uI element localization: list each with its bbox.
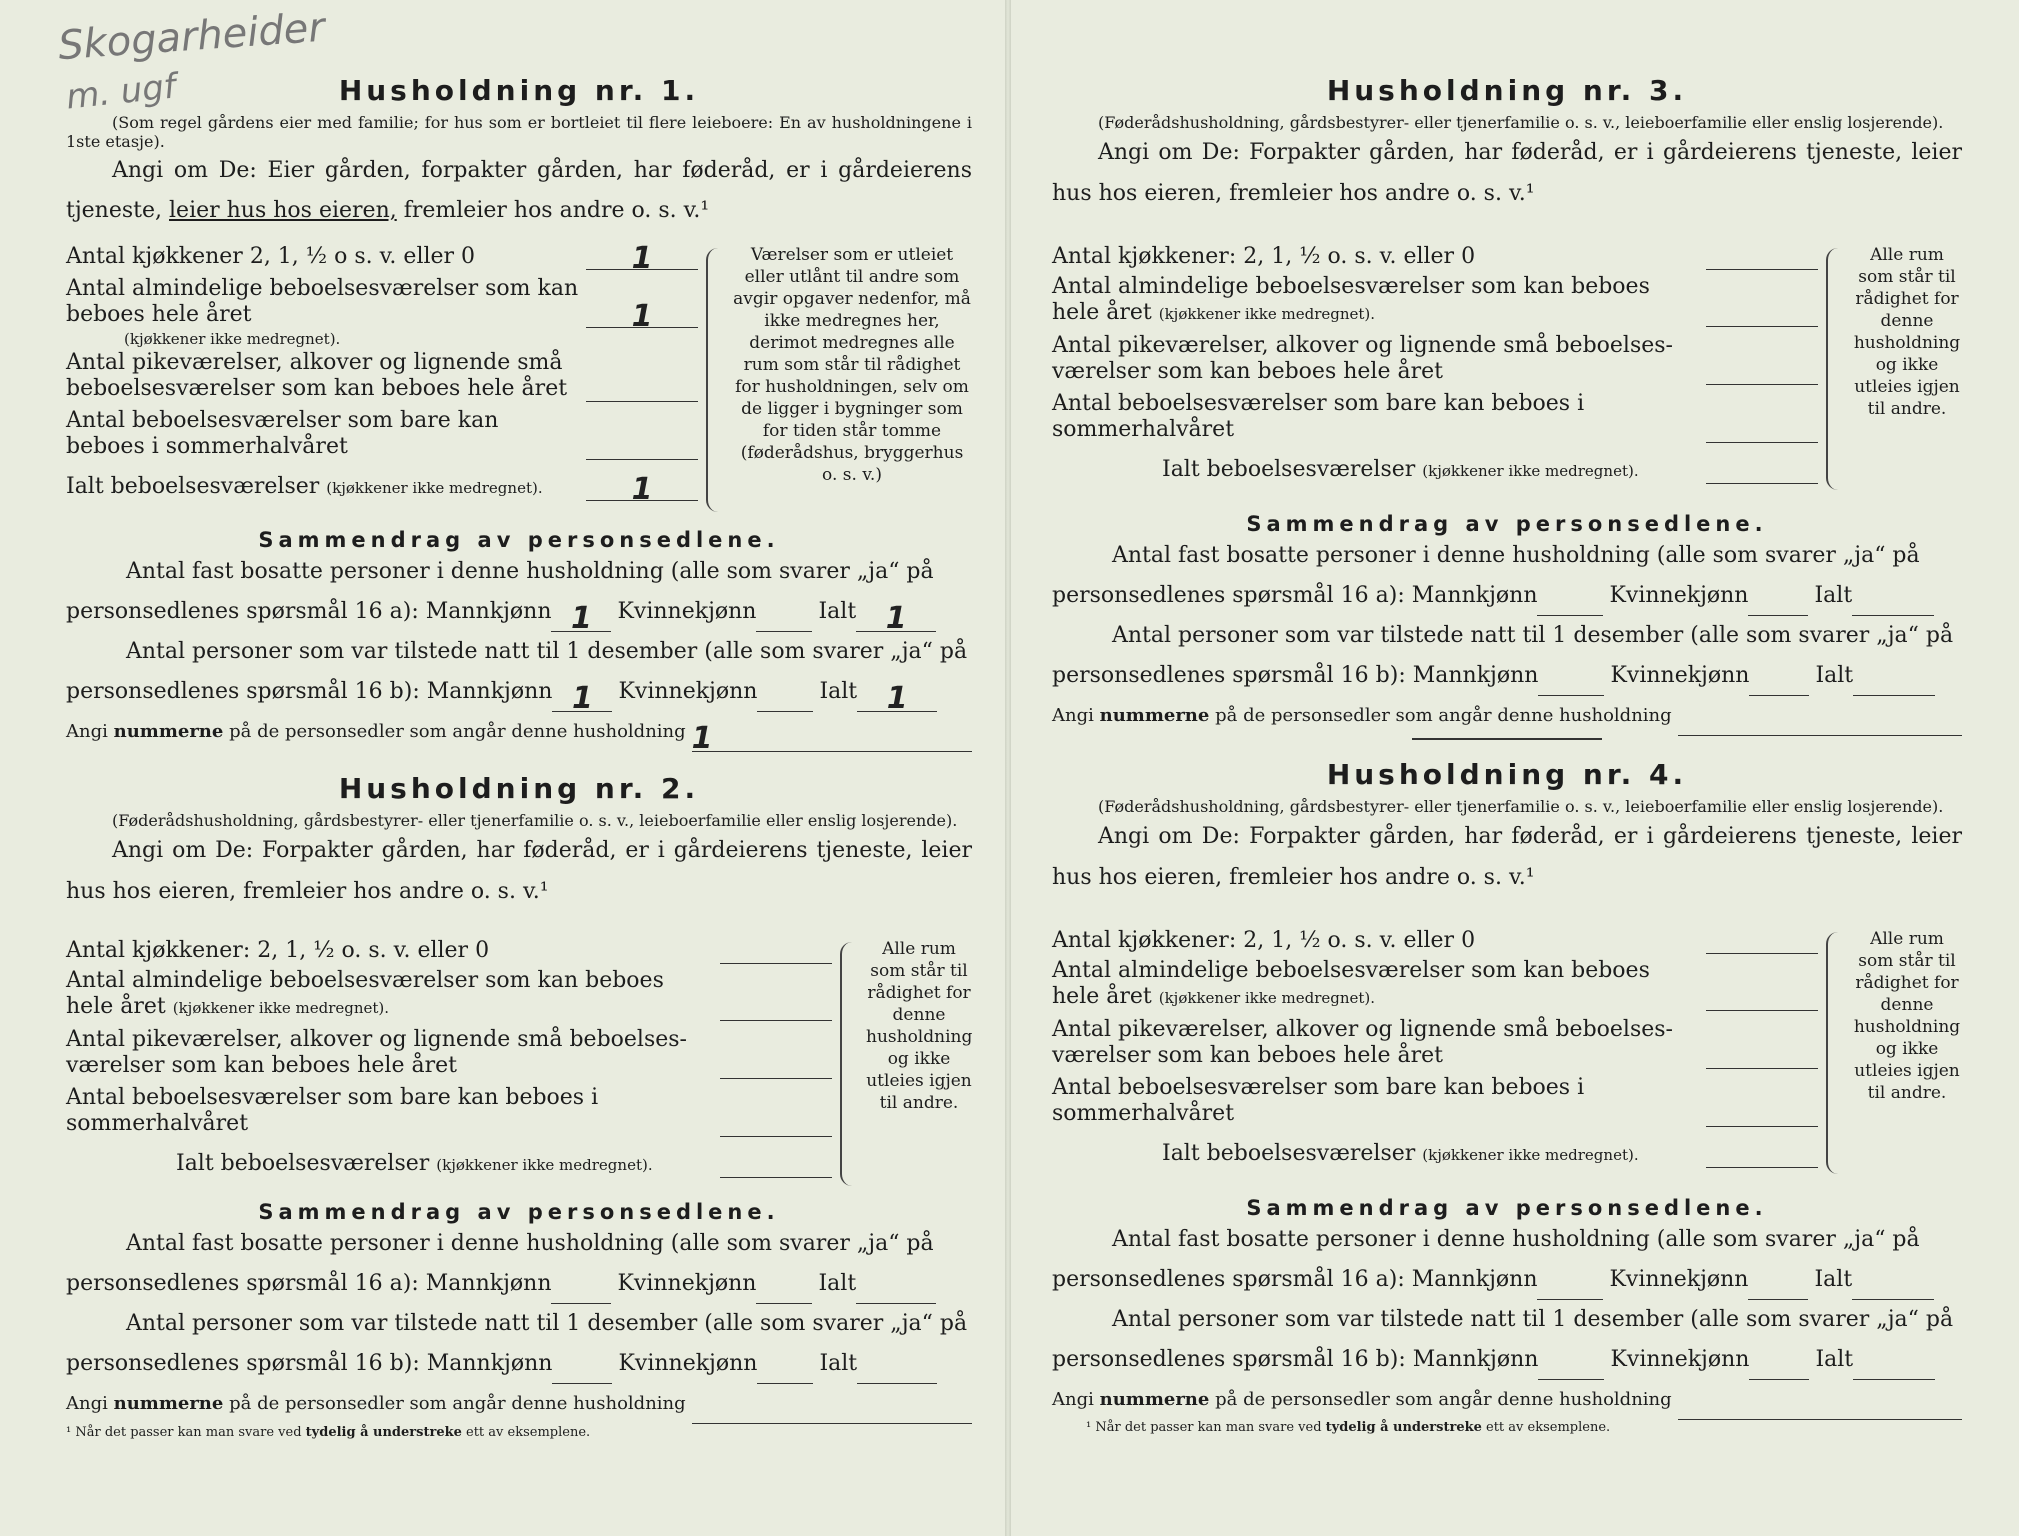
household-3-rooms-list xyxy=(1052,244,1818,494)
h1-kitchens-answer[interactable]: 1 xyxy=(586,245,698,270)
household-4-title: Husholdning nr. 4. xyxy=(1326,758,1688,791)
h4-kitchens-answer[interactable] xyxy=(1706,929,1818,954)
h1-kitchen-excl: (kjøkkener ikke medregnet). xyxy=(124,330,341,348)
h3-summer-rooms-answer[interactable] xyxy=(1706,418,1818,443)
section-divider xyxy=(1412,738,1602,740)
left-page xyxy=(66,0,972,1536)
household-3-section xyxy=(1052,74,1962,214)
h3-side-note: Alle rum som står til rådighet for denne husholdning og ikke utleies igjen til andre. xyxy=(1853,245,1961,419)
h3-numbers-row: Angi nummerne på de personsedler som angår denne husholdning xyxy=(1052,696,1962,736)
h2-perm-female[interactable] xyxy=(756,1277,812,1304)
h2-perm-row: personsedlenes spørsmål 16 a): Mannkjønn Kvinnekjønn Ialt xyxy=(66,1264,972,1304)
household-2-section xyxy=(66,772,972,912)
household-3-title: Husholdning nr. 3. xyxy=(1326,74,1688,107)
h4-perm-female[interactable] xyxy=(1748,1273,1808,1300)
household-4-note: (Føderådshusholdning, gårdsbestyrer- eller tjenerfamilie o. s. v., leieboerfamilie eller enslig losjerende). xyxy=(1098,797,1944,816)
h4-maid-rooms-answer[interactable] xyxy=(1706,1044,1818,1069)
h4-present-female[interactable] xyxy=(1749,1353,1809,1380)
h1-maid-rooms-row: Antal pikeværelser, alkover og lignende små beboelsesværelser som kan beboes hele året xyxy=(66,350,698,402)
household-4-rooms-table xyxy=(1052,928,1962,1178)
h1-total-rooms-answer[interactable]: 1 xyxy=(586,476,698,501)
h1-numbers-row: Angi nummerne på de personsedler som angår denne husholdning 1 xyxy=(66,712,972,752)
h1-perm-row: personsedlenes spørsmål 16 a): Mannkjønn 1 Kvinnekjønn Ialt 1 xyxy=(66,592,972,632)
left-footnote: ¹ Når det passer kan man svare ved tydelig å understreke ett av eksemplene. xyxy=(66,1425,591,1440)
h1-present-text: Antal personer som var tilstede natt til 1 desember (alle som svarer „ja“ på xyxy=(126,639,968,664)
h1-present-male[interactable]: 1 xyxy=(552,685,612,712)
h1-present-total[interactable]: 1 xyxy=(857,685,937,712)
h3-total-rooms-row: Ialt beboelsesværelser (kjøkkener ikke medregnet). xyxy=(1052,457,1818,484)
h4-numbers-row: Angi nummerne på de personsedler som angår denne husholdning xyxy=(1052,1380,1962,1420)
household-1-note: (Som regel gårdens eier med familie; for hus som er bortleiet til flere leieboere: En av husholdningene i 1ste etasje). xyxy=(66,113,972,151)
h3-perm-row: personsedlenes spørsmål 16 a): Mannkjønn Kvinnekjønn Ialt xyxy=(1052,576,1962,616)
h1-summary-title: Sammendrag av personsedlene. xyxy=(258,528,780,552)
h2-kitchens-answer[interactable] xyxy=(720,939,832,964)
household-2-rooms-list xyxy=(66,938,832,1190)
h2-summer-rooms-row: Antal beboelsesværelser som bare kan beboes i sommerhalvåret xyxy=(66,1085,832,1137)
household-2-rooms-table xyxy=(66,938,972,1190)
h1-summer-rooms-answer[interactable] xyxy=(586,435,698,460)
household-1-rooms-table xyxy=(66,241,972,516)
household-2-question: Angi om De: Forpakter gården, har føderåd, er i gårdeierens tjeneste, leier hus hos eieren, fremleier hos andre o. s. v.¹ xyxy=(66,838,972,904)
page-fold xyxy=(1005,0,1011,1536)
h2-summary-title: Sammendrag av personsedlene. xyxy=(258,1200,780,1224)
h4-kitchens-row: Antal kjøkkener: 2, 1, ½ o. s. v. eller 0 xyxy=(1052,928,1818,954)
h3-maid-rooms-answer[interactable] xyxy=(1706,360,1818,385)
household-3-summary xyxy=(1052,512,1962,736)
right-page xyxy=(1052,0,1962,1536)
h3-summary-title: Sammendrag av personsedlene. xyxy=(1246,512,1768,536)
h4-perm-row: personsedlenes spørsmål 16 a): Mannkjønn Kvinnekjønn Ialt xyxy=(1052,1260,1962,1300)
household-4-section xyxy=(1052,758,1962,898)
h3-kitchens-answer[interactable] xyxy=(1706,245,1818,270)
h4-perm-male[interactable] xyxy=(1537,1273,1603,1300)
household-2-note: (Føderådshusholdning, gårdsbestyrer- eller tjenerfamilie o. s. v., leieboerfamilie eller enslig losjerende). xyxy=(112,811,958,830)
h3-perm-text: Antal fast bosatte personer i denne husholdning (alle som svarer „ja“ på xyxy=(1112,543,1920,568)
h4-maid-rooms-row: Antal pikeværelser, alkover og lignende små beboelses-værelser som kan beboes hele året xyxy=(1052,1017,1818,1069)
household-1-rooms-list xyxy=(66,241,698,516)
household-1-section xyxy=(66,74,972,231)
h2-present-text: Antal personer som var tilstede natt til 1 desember (alle som svarer „ja“ på xyxy=(126,1311,968,1336)
h3-perm-female[interactable] xyxy=(1748,589,1808,616)
h2-present-male[interactable] xyxy=(552,1357,612,1384)
h1-present-row: personsedlenes spørsmål 16 b): Mannkjønn 1 Kvinnekjønn Ialt 1 xyxy=(66,672,972,712)
h1-maid-rooms-answer[interactable] xyxy=(586,377,698,402)
pencil-note-abbrev: m. ugf xyxy=(64,66,178,118)
h4-present-male[interactable] xyxy=(1538,1353,1604,1380)
h2-numbers-answer[interactable] xyxy=(692,1397,972,1424)
h3-present-text: Antal personer som var tilstede natt til 1 desember (alle som svarer „ja“ på xyxy=(1112,623,1954,648)
h3-rooms-row: Antal almindelige beboelsesværelser som kan beboes hele året (kjøkkener ikke medregnet). xyxy=(1052,274,1818,327)
h4-present-total[interactable] xyxy=(1853,1353,1935,1380)
h2-total-rooms-row: Ialt beboelsesværelser (kjøkkener ikke medregnet). xyxy=(66,1151,832,1178)
h2-maid-rooms-answer[interactable] xyxy=(720,1054,832,1079)
h4-present-text: Antal personer som var tilstede natt til 1 desember (alle som svarer „ja“ på xyxy=(1112,1307,1954,1332)
h1-kitchens-row: Antal kjøkkener 2, 1, ½ o s. v. eller 0 1 xyxy=(66,244,698,270)
h1-perm-total[interactable]: 1 xyxy=(856,605,936,632)
household-4-summary xyxy=(1052,1196,1962,1420)
h3-summer-rooms-row: Antal beboelsesværelser som bare kan beboes i sommerhalvåret xyxy=(1052,391,1818,443)
h1-rooms-answer[interactable]: 1 xyxy=(586,303,698,328)
household-4-rooms-list xyxy=(1052,928,1818,1178)
household-3-rooms-table xyxy=(1052,244,1962,494)
h1-perm-female[interactable] xyxy=(756,605,812,632)
h3-brace xyxy=(1826,248,1846,490)
h4-summary-title: Sammendrag av personsedlene. xyxy=(1246,1196,1768,1220)
household-1-summary xyxy=(66,528,972,756)
household-4-question: Angi om De: Forpakter gården, har føderåd, er i gårdeierens tjeneste, leier hus hos eieren, fremleier hos andre o. s. v.¹ xyxy=(1052,824,1962,890)
household-1-title: Husholdning nr. 1. xyxy=(338,74,700,107)
household-2-title: Husholdning nr. 2. xyxy=(338,772,700,805)
h3-present-male[interactable] xyxy=(1538,669,1604,696)
household-3-note: (Føderådshusholdning, gårdsbestyrer- eller tjenerfamilie o. s. v., leieboerfamilie eller enslig losjerende). xyxy=(1098,113,1944,132)
h3-perm-male[interactable] xyxy=(1537,589,1603,616)
household-1-underlined-answer: leier hus hos eieren, xyxy=(169,198,397,223)
h1-present-female[interactable] xyxy=(757,685,813,712)
h4-perm-text: Antal fast bosatte personer i denne husholdning (alle som svarer „ja“ på xyxy=(1112,1227,1920,1252)
h4-rooms-answer[interactable] xyxy=(1706,986,1818,1011)
h4-perm-total[interactable] xyxy=(1852,1273,1934,1300)
pencil-note-place: Skogarheider xyxy=(56,4,327,70)
h2-numbers-row: Angi nummerne på de personsedler som angår denne husholdning xyxy=(66,1384,972,1424)
h4-brace xyxy=(1826,932,1846,1174)
h2-perm-text: Antal fast bosatte personer i denne husholdning (alle som svarer „ja“ på xyxy=(126,1231,934,1256)
h4-side-note: Alle rum som står til rådighet for denne husholdning og ikke utleies igjen til andre. xyxy=(1853,929,1961,1103)
h4-present-row: personsedlenes spørsmål 16 b): Mannkjønn Kvinnekjønn Ialt xyxy=(1052,1340,1962,1380)
h2-summer-rooms-answer[interactable] xyxy=(720,1112,832,1137)
h4-summer-rooms-row: Antal beboelsesværelser som bare kan beboes i sommerhalvåret xyxy=(1052,1075,1818,1127)
h4-rooms-row: Antal almindelige beboelsesværelser som kan beboes hele året (kjøkkener ikke medregnet). xyxy=(1052,958,1818,1011)
h1-perm-male[interactable]: 1 xyxy=(551,605,611,632)
h2-perm-total[interactable] xyxy=(856,1277,936,1304)
h3-rooms-answer[interactable] xyxy=(1706,302,1818,327)
h4-total-rooms-row: Ialt beboelsesværelser (kjøkkener ikke medregnet). xyxy=(1052,1141,1818,1168)
h2-present-total[interactable] xyxy=(857,1357,937,1384)
household-3-question: Angi om De: Forpakter gården, har føderåd, er i gårdeierens tjeneste, leier hus hos eieren, fremleier hos andre o. s. v.¹ xyxy=(1052,140,1962,206)
h2-rooms-row: Antal almindelige beboelsesværelser som kan beboes hele året (kjøkkener ikke medregnet). xyxy=(66,968,832,1021)
h3-kitchens-row: Antal kjøkkener: 2, 1, ½ o. s. v. eller 0 xyxy=(1052,244,1818,270)
h2-perm-male[interactable] xyxy=(551,1277,611,1304)
h3-perm-total[interactable] xyxy=(1852,589,1934,616)
h3-total-rooms-answer[interactable] xyxy=(1706,459,1818,484)
h3-maid-rooms-row: Antal pikeværelser, alkover og lignende små beboelses-værelser som kan beboes hele året xyxy=(1052,333,1818,385)
h3-present-female[interactable] xyxy=(1749,669,1809,696)
h2-brace xyxy=(840,942,860,1186)
h2-present-female[interactable] xyxy=(757,1357,813,1384)
h1-total-rooms-row: Ialt beboelsesværelser (kjøkkener ikke medregnet). 1 xyxy=(66,474,698,501)
h4-summer-rooms-answer[interactable] xyxy=(1706,1102,1818,1127)
h2-total-rooms-answer[interactable] xyxy=(720,1153,832,1178)
h1-rooms-row: Antal almindelige beboelsesværelser som kan beboes hele året 1 xyxy=(66,276,698,328)
h3-present-row: personsedlenes spørsmål 16 b): Mannkjønn Kvinnekjønn Ialt xyxy=(1052,656,1962,696)
h3-present-total[interactable] xyxy=(1853,669,1935,696)
h2-present-row: personsedlenes spørsmål 16 b): Mannkjønn Kvinnekjønn Ialt xyxy=(66,1344,972,1384)
h2-kitchens-row: Antal kjøkkener: 2, 1, ½ o. s. v. eller 0 xyxy=(66,938,832,964)
h1-brace xyxy=(706,248,726,512)
h1-side-note: Værelser som er utleiet eller utlånt til andre som avgir opgaver nedenfor, må ikke medregnes her, derimot medregnes alle rum som står til rådighet for husholdningen, selv om de ligger i bygninger som for tiden står tomme (føderådshus, bryggerhus o. s. v.) xyxy=(733,245,971,485)
h1-numbers-answer[interactable]: 1 xyxy=(692,725,972,752)
right-footnote: ¹ Når det passer kan man svare ved tydelig å understreke ett av eksemplene. xyxy=(1086,1420,1611,1435)
h1-summer-rooms-row: Antal beboelsesværelser som bare kan beboes i sommerhalvåret xyxy=(66,408,698,460)
h2-rooms-answer[interactable] xyxy=(720,996,832,1021)
h4-numbers-answer[interactable] xyxy=(1678,1393,1962,1420)
household-2-summary xyxy=(66,1200,972,1424)
h2-side-note: Alle rum som står til rådighet for denne husholdning og ikke utleies igjen til andre. xyxy=(866,939,973,1113)
household-1-question: Angi om De: Eier gården, forpakter gården, har føderåd, er i gårdeierens tjeneste, leier hus hos eieren, fremleier hos andre o. s. v.¹ xyxy=(66,158,972,223)
h1-perm-text: Antal fast bosatte personer i denne husholdning (alle som svarer „ja“ på xyxy=(126,559,934,584)
h3-numbers-answer[interactable] xyxy=(1678,709,1962,736)
h2-maid-rooms-row: Antal pikeværelser, alkover og lignende små beboelses-værelser som kan beboes hele året xyxy=(66,1027,832,1079)
h4-total-rooms-answer[interactable] xyxy=(1706,1143,1818,1168)
